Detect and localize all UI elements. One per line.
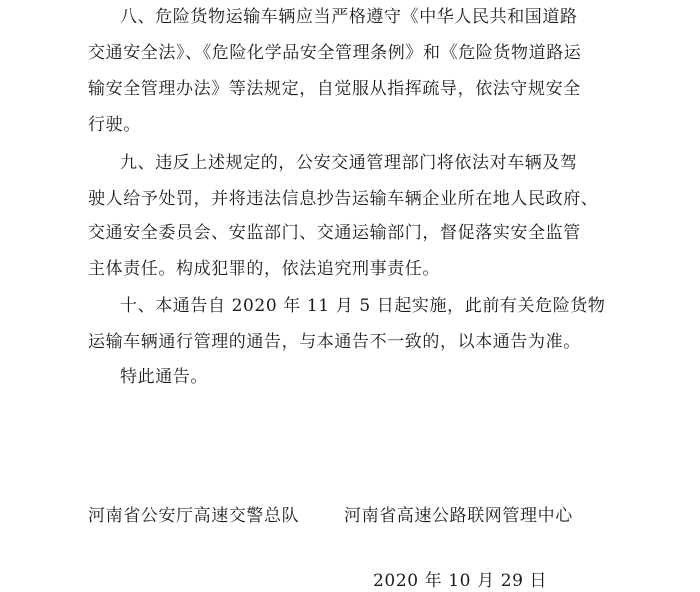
article-8-line-1: 八、危险货物运输车辆应当严格遵守《中华人民共和国道路 bbox=[120, 7, 578, 27]
closing-statement: 特此通告。 bbox=[120, 367, 208, 387]
article-10-line-1: 十、本通告自 2020 年 11 月 5 日起实施，此前有关危险货物 bbox=[120, 296, 606, 316]
article-8-line-3: 输安全管理办法》等法规定，自觉服从指挥疏导，依法守规安全 bbox=[88, 79, 581, 99]
article-9-line-2: 驶人给予处罚，并将违法信息抄告运输车辆企业所在地人民政府、 bbox=[88, 189, 599, 209]
signatory-highway-network-center: 河南省高速公路联网管理中心 bbox=[344, 506, 573, 526]
article-9-line-3: 交通安全委员会、安监部门、交通运输部门，督促落实安全监管 bbox=[88, 223, 581, 243]
article-10-line-2: 运输车辆通行管理的通告，与本通告不一致的，以本通告为准。 bbox=[88, 332, 581, 352]
signatory-highway-traffic-police: 河南省公安厅高速交警总队 bbox=[88, 506, 300, 526]
issue-date: 2020 年 10 月 29 日 bbox=[373, 571, 548, 591]
article-8-line-2: 交通安全法》、《危险化学品安全管理条例》和《危险货物道路运 bbox=[88, 43, 582, 63]
article-9-line-4: 主体责任。构成犯罪的，依法追究刑事责任。 bbox=[88, 259, 440, 279]
article-9-line-1: 九、违反上述规定的，公安交通管理部门将依法对车辆及驾 bbox=[120, 153, 578, 173]
article-8-line-4: 行驶。 bbox=[88, 115, 141, 135]
